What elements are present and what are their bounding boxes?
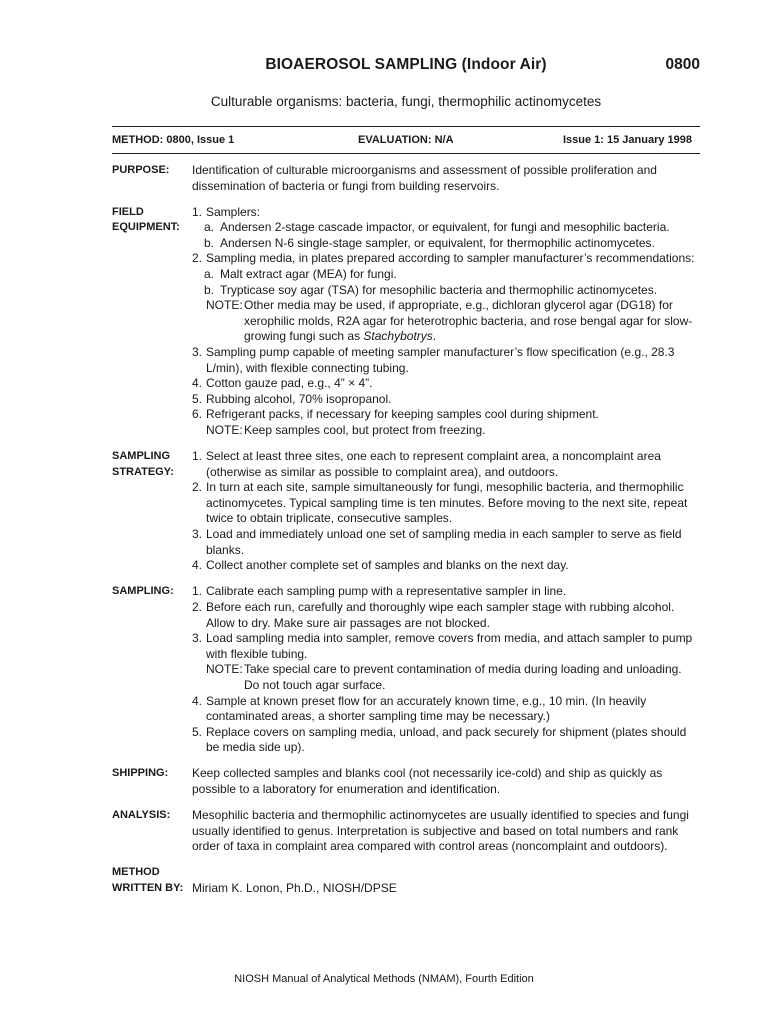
field-equipment-list — [192, 205, 700, 439]
sampling-section — [112, 584, 700, 756]
analysis-text: Mesophilic bacteria and thermophilic actinomycetes are usually identified to species and fungi usually identified to genus. Interpretation is subjective and based on total numbers and rank order of taxa in complaint area compared with control areas (noncomplaint and outdoors). — [192, 808, 689, 854]
section-label-shipping: SHIPPING: — [112, 767, 169, 780]
subitem-text: Trypticase soy agar (TSA) for mesophilic bacteria and thermophilic actinomycetes. — [220, 282, 658, 297]
numbered-item — [192, 584, 700, 600]
item-text: Load sampling media into sampler, remove covers from media, and attach sampler to pump with flexible tubing. — [206, 631, 693, 661]
note-label: NOTE: — [206, 662, 243, 677]
document-subtitle: Culturable organisms: bacteria, fungi, thermophilic actinomycetes — [210, 94, 602, 109]
item-number: 2. — [192, 480, 203, 495]
item-text: Cotton gauze pad, e.g., 4” × 4”. — [206, 376, 373, 391]
note-body: Keep samples cool, but protect from freezing. — [244, 423, 486, 437]
section-label-sampling: SAMPLING: — [112, 585, 174, 598]
section-label-purpose: PURPOSE: — [112, 164, 170, 176]
item-text: Replace covers on sampling media, unload, and pack securely for shipment (plates should be media side up). — [206, 724, 687, 755]
item-text: Select at least three sites, one each to represent complaint area, a noncomplaint area (otherwise as similar as possible to complaint area), and outdoors. — [206, 449, 661, 479]
numbered-item — [192, 392, 700, 408]
note-label: NOTE: — [206, 423, 243, 437]
numbered-item — [192, 600, 700, 631]
item-number: 1. — [192, 204, 203, 219]
item-text: Samplers: — [206, 204, 261, 219]
written-by-section — [112, 865, 700, 896]
lettered-subitem — [192, 267, 700, 283]
item-number: 1. — [192, 584, 203, 599]
item-text: Load and immediately unload one set of sampling media in each sampler to serve as field blanks. — [206, 527, 682, 557]
numbered-item — [192, 251, 700, 267]
evaluation-label: EVALUATION: N/A — [358, 134, 454, 146]
numbered-item — [192, 205, 700, 221]
note-label: NOTE: — [206, 298, 243, 313]
item-letter: a. — [204, 267, 215, 282]
item-text: Sample at known preset flow for an accurately known time, e.g., 10 min. (In heavily contaminated areas, a shorter sampling time may be necessary.) — [206, 693, 647, 724]
item-number: 4. — [192, 693, 203, 708]
purpose-section — [112, 163, 700, 194]
document-body — [112, 163, 700, 907]
item-letter: b. — [204, 235, 215, 250]
sampling-strategy-section — [112, 449, 700, 574]
note-text — [244, 662, 700, 693]
numbered-item — [192, 449, 700, 480]
author-name: Miriam K. Lonon, Ph.D., NIOSH/DPSE — [192, 880, 397, 895]
method-info-bar — [112, 126, 700, 154]
item-text: Rubbing alcohol, 70% isopropanol. — [206, 391, 392, 406]
item-letter: b. — [204, 282, 215, 297]
note-italic-term: Stachybotrys — [363, 329, 433, 344]
note-text — [244, 298, 700, 345]
purpose-text: Identification of culturable microorganisms and assessment of possible proliferation and dissemination of bacteria or fungi from building reservoirs. — [192, 163, 657, 193]
page-footer: NIOSH Manual of Analytical Methods (NMAM), Fourth Edition — [234, 973, 534, 985]
numbered-item — [192, 407, 700, 423]
method-number: 0800 — [665, 56, 700, 73]
item-number: 3. — [192, 631, 203, 646]
item-letter: a. — [204, 220, 215, 235]
lettered-subitem — [192, 220, 700, 236]
item-text: In turn at each site, sample simultaneously for fungi, mesophilic bacteria, and thermophilic actinomycetes. Typical sampling time is ten minutes. Before moving to the next site, repeat twice to obtain triplicate, consecutive samples. — [206, 480, 688, 526]
subitem-text: Andersen N-6 single-stage sampler, or equivalent, for thermophilic actinomycetes. — [220, 235, 655, 250]
shipping-section — [112, 766, 700, 797]
method-issue-label: METHOD: 0800, Issue 1 — [112, 134, 235, 146]
item-text: Refrigerant packs, if necessary for keeping samples cool during shipment. — [206, 407, 599, 422]
subitem-text: Andersen 2-stage cascade impactor, or equivalent, for fungi and mesophilic bacteria. — [220, 220, 670, 235]
numbered-item — [192, 694, 700, 725]
item-text: Sampling pump capable of meeting sampler manufacturer’s flow specification (e.g., 28.3 L/min), with flexible connecting tubing. — [206, 345, 675, 375]
numbered-item — [192, 631, 700, 662]
numbered-item — [192, 527, 700, 558]
numbered-item — [192, 480, 700, 527]
item-number: 3. — [192, 527, 203, 542]
section-label-written-by: METHOD WRITTEN BY: — [112, 866, 184, 894]
item-number: 2. — [192, 251, 203, 266]
note-item — [192, 662, 700, 693]
item-text: Collect another complete set of samples and blanks on the next day. — [206, 558, 569, 573]
section-label-sampling-strategy: SAMPLING STRATEGY: — [112, 450, 174, 478]
numbered-item — [192, 558, 700, 574]
note-text — [244, 423, 700, 439]
shipping-text: Keep collected samples and blanks cool (not necessarily ice-cold) and ship as quickly as possible to a laboratory for enumeration and identification. — [192, 766, 663, 796]
note-item — [192, 423, 700, 439]
numbered-item — [192, 376, 700, 392]
item-number: 2. — [192, 599, 203, 614]
item-number: 4. — [192, 558, 203, 573]
lettered-subitem — [192, 236, 700, 252]
sampling-strategy-list — [192, 449, 700, 574]
item-number: 1. — [192, 449, 203, 464]
item-number: 4. — [192, 376, 203, 391]
item-text: Before each run, carefully and thoroughly wipe each sampler stage with rubbing alcohol. Allow to dry. Make sure air passages are not blocked. — [206, 599, 675, 630]
numbered-item — [192, 345, 700, 376]
item-number: 5. — [192, 724, 203, 739]
sampling-list — [192, 584, 700, 756]
note-body: Other media may be used, if appropriate, e.g., dichloran glycerol agar (DG18) for xerophilic molds, R2A agar for heterotrophic bacteria, and rose bengal agar for slow-growing fungi such as — [244, 298, 693, 344]
item-number: 6. — [192, 407, 203, 422]
numbered-item — [192, 725, 700, 756]
item-number: 3. — [192, 345, 203, 360]
item-text: Sampling media, in plates prepared according to sampler manufacturer’s recommendations: — [206, 251, 695, 266]
subitem-text: Malt extract agar (MEA) for fungi. — [220, 267, 397, 282]
note-body: Take special care to prevent contamination of media during loading and unloading. Do not touch agar surface. — [244, 662, 682, 692]
item-number: 5. — [192, 391, 203, 406]
document-title: BIOAEROSOL SAMPLING (Indoor Air) — [265, 56, 547, 73]
note-end: . — [432, 329, 437, 344]
field-equipment-section — [112, 205, 700, 439]
section-label-field-equipment: FIELD EQUIPMENT: — [112, 205, 180, 234]
title-row — [112, 56, 700, 78]
issue-date-label: Issue 1: 15 January 1998 — [562, 134, 692, 146]
item-text: Calibrate each sampling pump with a representative sampler in line. — [206, 584, 567, 599]
note-item — [192, 298, 700, 345]
analysis-section — [112, 808, 700, 855]
section-label-analysis: ANALYSIS: — [112, 809, 171, 822]
lettered-subitem — [192, 283, 700, 299]
